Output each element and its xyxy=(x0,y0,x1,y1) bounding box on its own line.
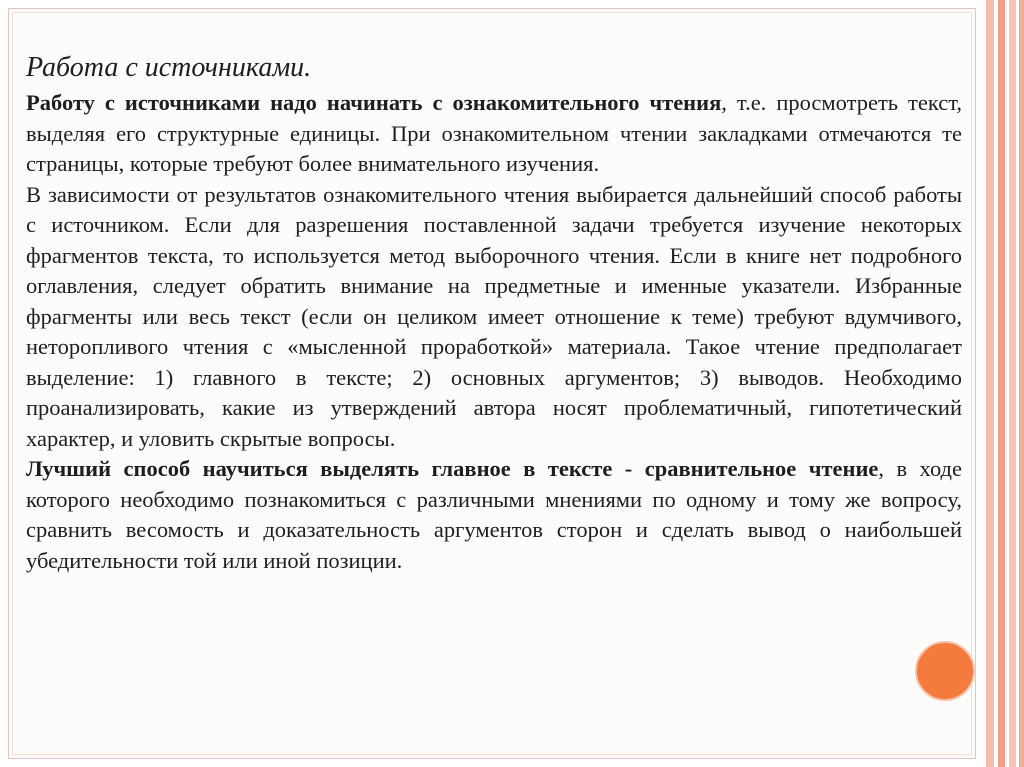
slide-title: Работа с источниками. xyxy=(26,52,312,83)
slide-content xyxy=(26,50,962,576)
decorative-stripes xyxy=(980,0,1024,767)
paragraph-3-text: , в ходе которого необходимо познакомиться с различными мнениями по одному и тому же вопросу, сравнить весомость и доказательность аргументов сторон и сделать вывод о наибольшей убедительности той или иной позиции. xyxy=(26,456,962,573)
decorative-circle xyxy=(915,641,975,701)
paragraph-1 xyxy=(26,88,962,180)
paragraph-3 xyxy=(26,454,962,576)
paragraph-1-bold: Работу с источниками надо начинать с ознакомительного чтения xyxy=(26,90,722,115)
paragraph-2: В зависимости от результатов ознакомительного чтения выбирается дальнейший способ работы с источником. Если для разрешения поставленной задачи требуется изучение некоторых фрагментов текста, то используется метод выборочного чтения. Если в книге нет подробного оглавления, следует обратить внимание на предметные и именные указатели. Избранные фрагменты или весь текст (если он целиком имеет отношение к теме) требуют вдумчивого, неторопливого чтения с «мысленной проработкой» материала. Такое чтение предполагает выделение: 1) главного в тексте; 2) основных аргументов; 3) выводов. Необходимо проанализировать, какие из утверждений автора носят проблематичный, гипотетический характер, и уловить скрытые вопросы. xyxy=(26,181,962,451)
paragraph-1-text: , т.е. просмотреть текст, выделяя его структурные единицы. При ознакомительном чтении закладками отмечаются те страницы, которые требуют более внимательного изучения. xyxy=(26,90,962,176)
paragraph-3-bold: Лучший способ научиться выделять главное в тексте - сравнительное чтение xyxy=(26,456,879,481)
